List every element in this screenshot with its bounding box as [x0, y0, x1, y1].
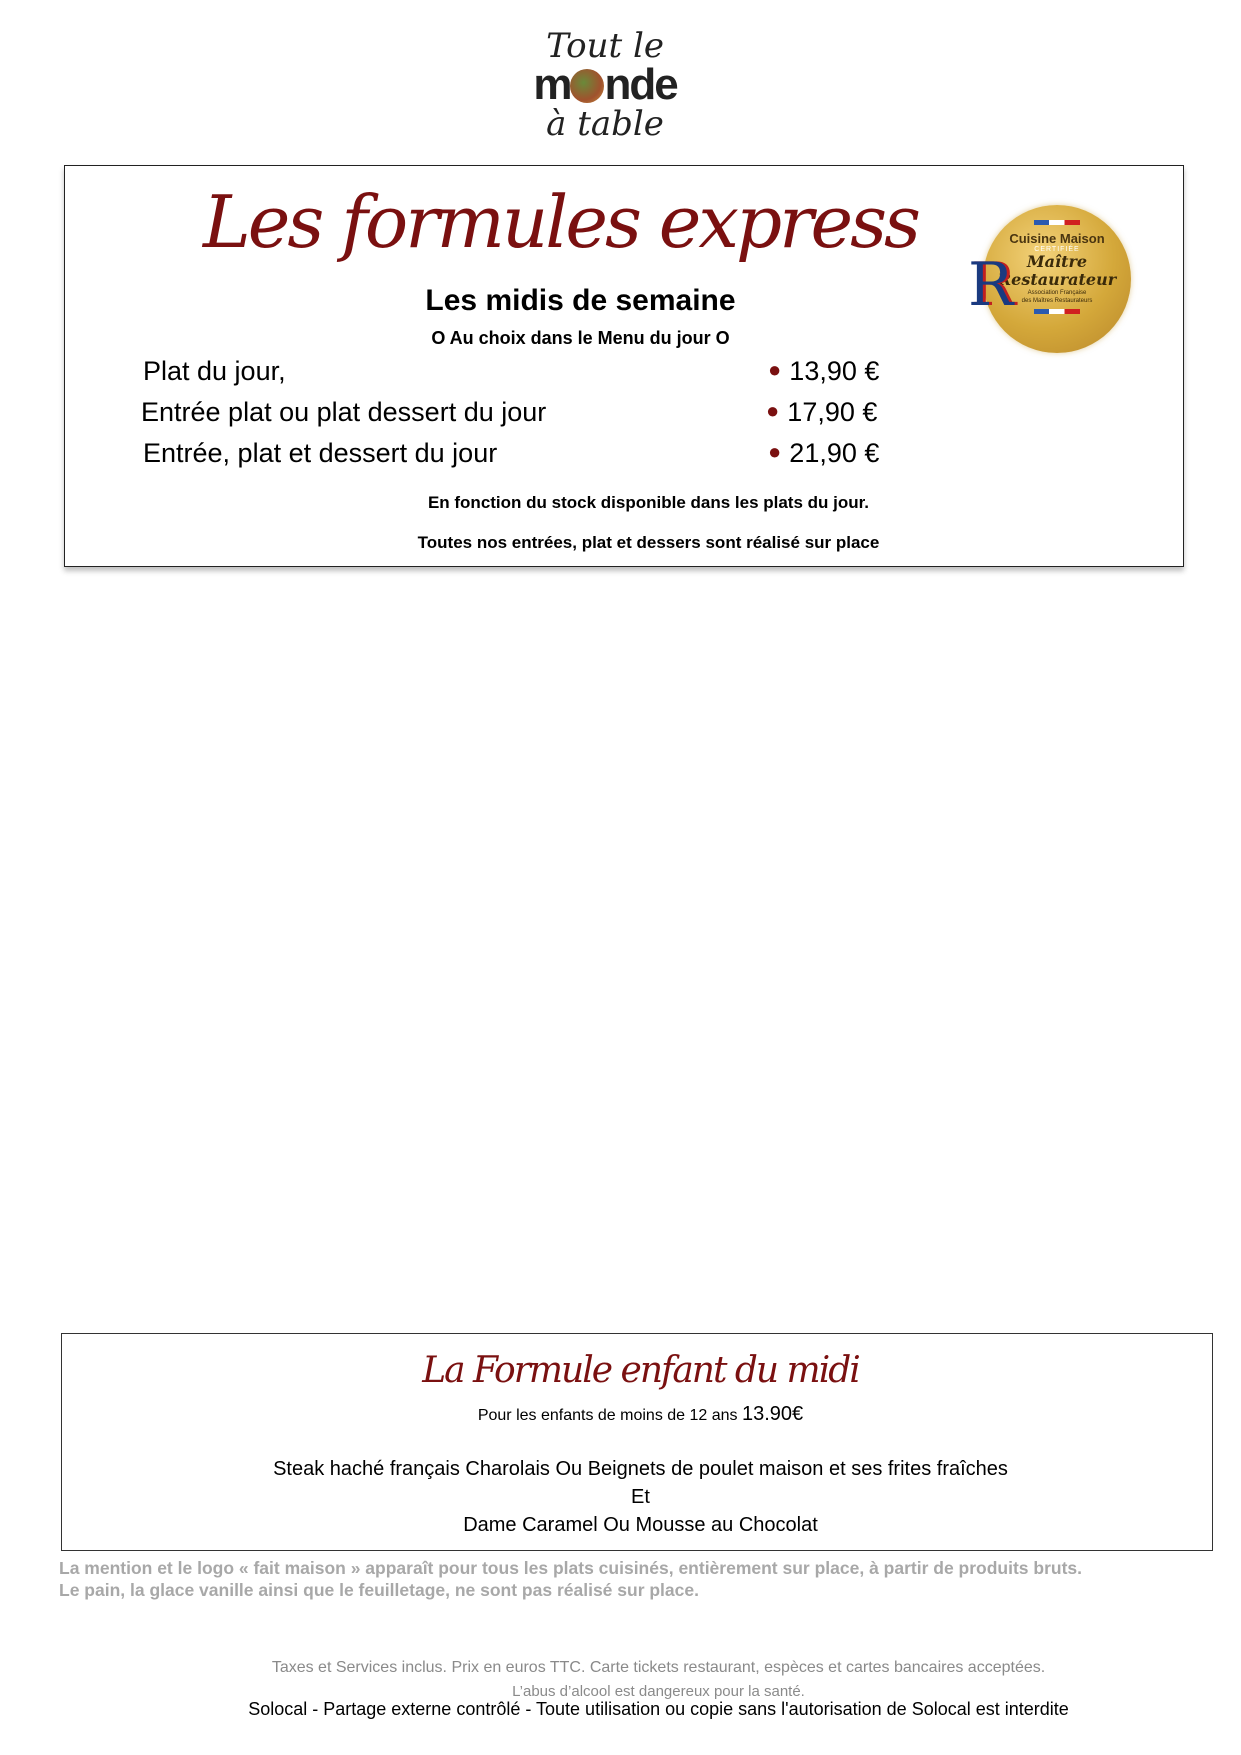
kids-age: Pour les enfants de moins de 12 ans: [477, 1407, 738, 1424]
bullet-icon: ●: [768, 357, 782, 382]
price-value: 21,90 €: [789, 438, 880, 468]
fait-maison-note: La mention et le logo « fait maison » apparaît pour tous les plats cuisinés, entièrement sur place, à partir de produits bruts.: [59, 1558, 1083, 1578]
menu-item-price: [766, 397, 877, 428]
homemade-note: Toutes nos entrées, plat et dessers sont réalisé sur place: [417, 533, 880, 552]
maitre-restaurateur-r-icon: R: [968, 250, 1014, 320]
kids-dessert: Dame Caramel Ou Mousse au Chocolat: [463, 1514, 818, 1536]
menu-item-label: Entrée plat ou plat dessert du jour: [141, 397, 547, 427]
stock-note: En fonction du stock disponible dans les plats du jour.: [427, 493, 870, 512]
logo-m: m: [533, 60, 571, 109]
badge-text: Cuisine Maison: [1009, 231, 1105, 246]
badge-text: Association Française: [1027, 290, 1087, 296]
express-title: Les formules express: [202, 180, 919, 264]
menu-item-label: Entrée, plat et dessert du jour: [143, 438, 498, 468]
express-subheading: O Au choix dans le Menu du jour O: [431, 328, 730, 348]
badge-text: CERTIFIÉE: [1034, 246, 1080, 253]
badge-text: des Maîtres Restaurateurs: [1021, 298, 1093, 304]
kids-price: 13.90€: [742, 1403, 804, 1425]
alcohol-warning: L’abus d’alcool est dangereux pour la santé.: [512, 1683, 805, 1700]
solocal-notice: Solocal - Partage externe contrôlé - Toute utilisation ou copie sans l'autorisation de Solocal est interdite: [248, 1699, 1069, 1719]
logo-line2: [515, 60, 695, 109]
menu-item-price: [768, 356, 879, 387]
menu-item-price: [768, 438, 879, 469]
globe-icon: [570, 69, 604, 103]
logo-line1: Tout le: [546, 26, 664, 66]
restaurant-logo: [515, 28, 695, 153]
logo-line3: à table: [546, 104, 664, 144]
menu-item-label: Plat du jour,: [143, 356, 286, 386]
kids-title: La Formule enfant du midi: [422, 1350, 859, 1391]
badge-text: Maître: [1026, 252, 1088, 271]
french-flag-icon: [1034, 309, 1080, 314]
logo-nde: nde: [604, 60, 677, 109]
not-homemade-note: Le pain, la glace vanille ainsi que le feuilletage, ne sont pas réalisé sur place.: [59, 1580, 699, 1600]
french-flag-icon: [1034, 220, 1080, 225]
badge-text: Restaurateur: [997, 270, 1117, 289]
taxes-footer: Taxes et Services inclus. Prix en euros TTC. Carte tickets restaurant, espèces et cartes bancaires acceptées.: [271, 1659, 1046, 1676]
price-value: 17,90 €: [787, 397, 878, 427]
bullet-icon: ●: [768, 439, 782, 464]
bullet-icon: ●: [766, 398, 780, 423]
kids-subtitle: [20, 1403, 1241, 1426]
kids-main: Steak haché français Charolais Ou Beignets de poulet maison et ses frites fraîches: [273, 1458, 1008, 1480]
price-value: 13,90 €: [789, 356, 880, 386]
kids-and: Et: [631, 1486, 650, 1508]
express-heading: Les midis de semaine: [425, 284, 736, 317]
